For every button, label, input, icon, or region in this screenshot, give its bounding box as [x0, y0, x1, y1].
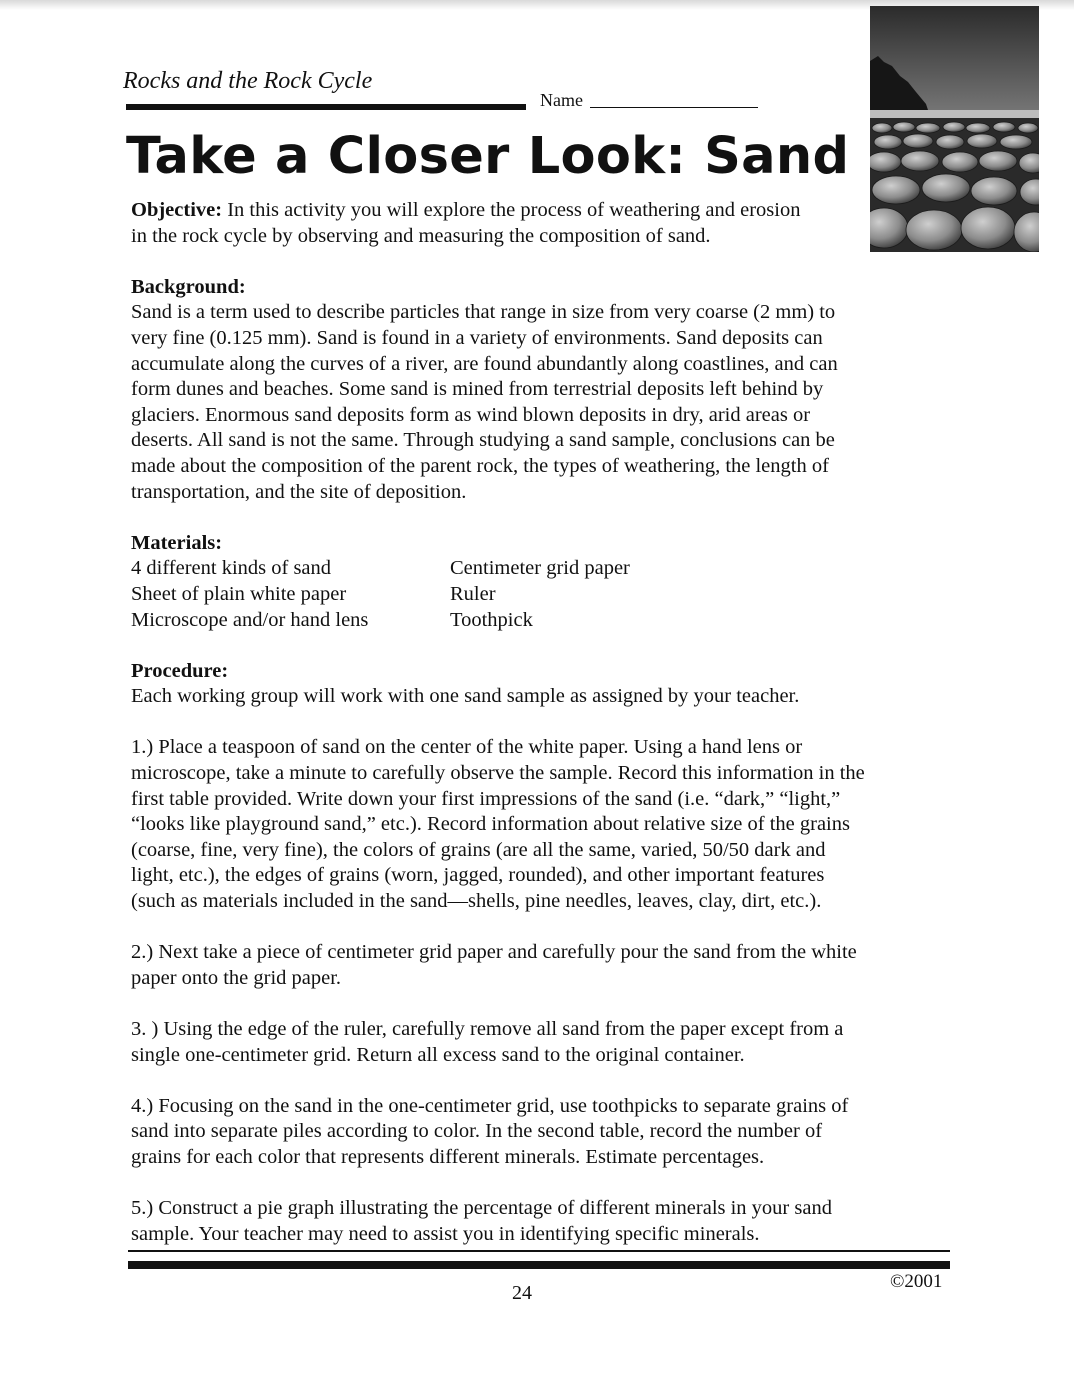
header-rule	[126, 104, 526, 110]
background-heading: Background:	[131, 275, 246, 298]
background-line: form dunes and beaches. Some sand is mined from terrestrial deposits left behind by	[131, 378, 824, 401]
footer-rule-thin	[128, 1250, 950, 1252]
step-1-line: “looks like playground sand,” etc.). Record information about relative size of the grains	[131, 813, 850, 836]
step-1-line: microscope, take a minute to carefully observe the sample. Record this information in the	[131, 762, 865, 785]
page-number: 24	[512, 1282, 532, 1304]
materials-row	[131, 556, 901, 582]
material-item: Microscope and/or hand lens	[131, 608, 369, 631]
step-4-line: grains for each color that represents different minerals. Estimate percentages.	[131, 1145, 765, 1168]
materials-row	[131, 608, 901, 634]
objective-label: Objective:	[131, 199, 223, 221]
step-3-line: single one-centimeter grid. Return all excess sand to the original container.	[131, 1043, 745, 1066]
step-5-line: sample. Your teacher may need to assist you in identifying specific minerals.	[131, 1222, 760, 1245]
material-item: Ruler	[450, 582, 496, 605]
step-2-line: paper onto the grid paper.	[131, 966, 342, 989]
objective-line-2: in the rock cycle by observing and measuring the composition of sand.	[131, 224, 711, 247]
background-line: transportation, and the site of deposition.	[131, 480, 467, 503]
material-item: Toothpick	[450, 608, 533, 631]
materials-heading: Materials:	[131, 531, 223, 554]
objective-line-1: Objective: In this activity you will explore the process of weathering and erosion	[131, 199, 801, 221]
step-1-line: (coarse, fine, very fine), the colors of grains (are all the same, varied, 50/50 dark and	[131, 838, 826, 861]
name-label: Name	[540, 90, 583, 110]
step-3-line: 3. ) Using the edge of the ruler, carefully remove all sand from the paper except from a	[131, 1018, 844, 1040]
page-title: Take a Closer Look: Sand	[126, 127, 850, 186]
footer-rule-thick	[128, 1261, 950, 1269]
background-line: very fine (0.125 mm). Sand is found in a variety of environments. Sand deposits can	[131, 326, 823, 349]
name-blank-line[interactable]	[590, 107, 758, 108]
step-1-line: light, etc.), the edges of grains (worn, jagged, rounded), and other important features	[131, 864, 825, 887]
step-4-line: sand into separate piles according to color. In the second table, record the number of	[131, 1120, 823, 1143]
background-line: deserts. All sand is not the same. Through studying a sand sample, conclusions can be	[131, 429, 835, 452]
materials-row	[131, 582, 901, 608]
material-item: Centimeter grid paper	[450, 557, 630, 580]
procedure-heading: Procedure:	[131, 659, 229, 682]
background-line: glaciers. Enormous sand deposits form as wind blown deposits in dry, arid areas or	[131, 403, 811, 426]
copyright-notice: ©2001	[890, 1271, 943, 1292]
material-item: 4 different kinds of sand	[131, 557, 332, 580]
step-1-line: first table provided. Write down your first impressions of the sand (i.e. “dark,” “light,”	[131, 787, 841, 810]
step-4-line: 4.) Focusing on the sand in the one-centimeter grid, use toothpicks to separate grains of	[131, 1094, 849, 1117]
background-line: accumulate along the curves of a river, are found abundantly along coastlines, and can	[131, 352, 838, 375]
background-line: Sand is a term used to describe particles that range in size from very coarse (2 mm) to	[131, 301, 836, 324]
procedure-intro: Each working group will work with one sand sample as assigned by your teacher.	[131, 685, 800, 708]
step-5-line: 5.) Construct a pie graph illustrating the percentage of different minerals in your sand	[131, 1197, 832, 1220]
step-2-line: 2.) Next take a piece of centimeter grid paper and carefully pour the sand from the white	[131, 941, 857, 964]
step-1-line: 1.) Place a teaspoon of sand on the center of the white paper. Using a hand lens or	[131, 736, 803, 759]
background-line: made about the composition of the parent rock, the types of weathering, the length of	[131, 454, 829, 477]
material-item: Sheet of plain white paper	[131, 582, 347, 605]
step-1-line: (such as materials included in the sand—shells, pine needles, leaves, clay, dirt, etc.).	[131, 890, 822, 913]
worksheet-body	[131, 198, 901, 1247]
series-title: Rocks and the Rock Cycle	[123, 68, 373, 94]
